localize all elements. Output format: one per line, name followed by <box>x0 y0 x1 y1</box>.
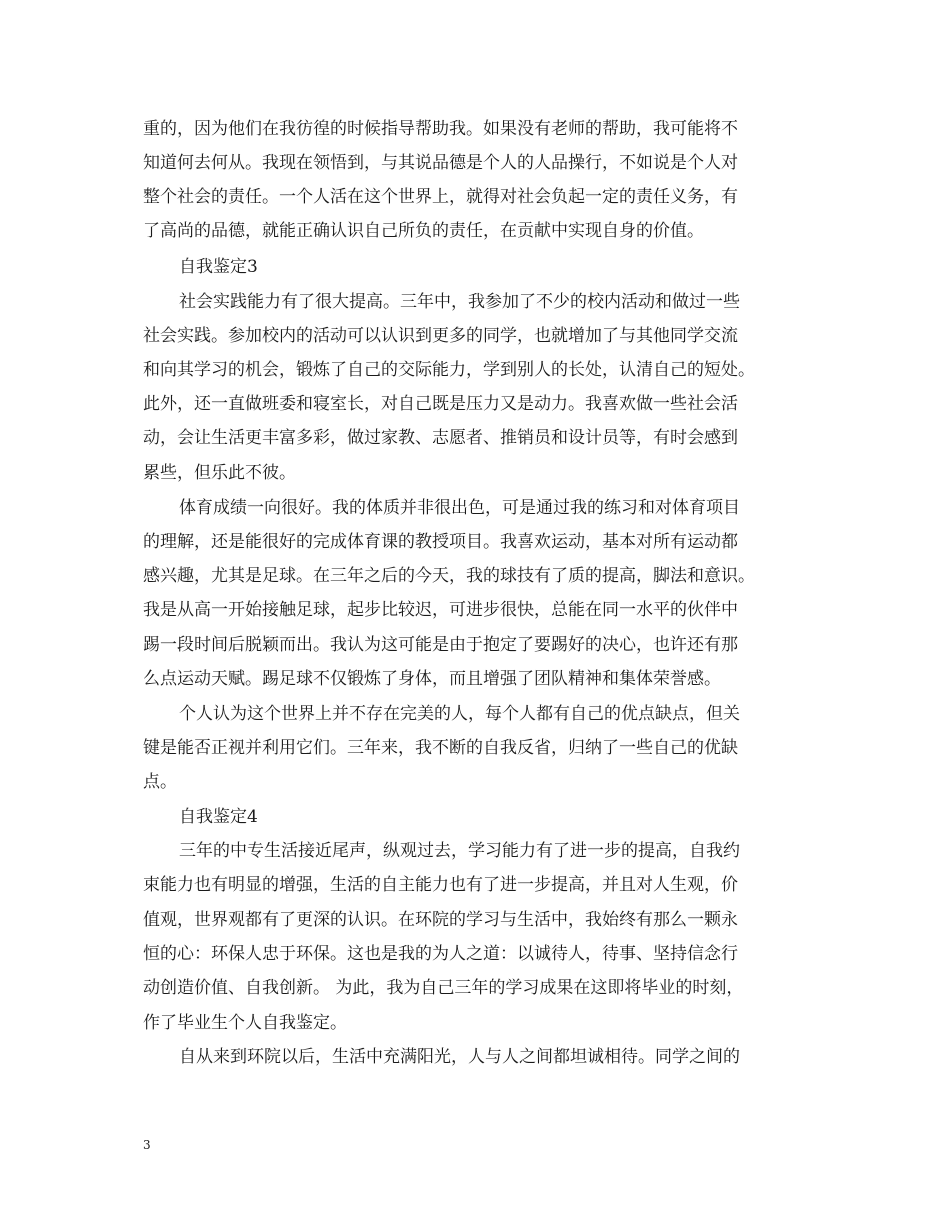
text-line: 的理解，还是能很好的完成体育课的教授项目。我喜欢运动，基本对所有运动都 <box>143 532 738 552</box>
text-line: 了高尚的品德，就能正确认识自己所负的责任，在贡献中实现自身的价值。 <box>143 221 704 241</box>
text-line: 作了毕业生个人自我鉴定。 <box>143 1013 347 1033</box>
page-number: 3 <box>143 1138 151 1152</box>
text-line: 值观，世界观都有了更深的认识。在环院的学习与生活中，我始终有那么一颗永 <box>143 910 738 930</box>
text-line: 我是从高一开始接触足球，起步比较迟，可进步很快，总能在同一水平的伙伴中 <box>143 600 738 620</box>
text-line: 和向其学习的机会，锻炼了自己的交际能力，学到别人的长处，认清自己的短处。 <box>143 360 755 380</box>
text-line: 社会实践能力有了很大提高。三年中，我参加了不少的校内活动和做过一些 <box>179 292 740 312</box>
text-line: 知道何去何从。我现在领悟到，与其说品德是个人的人品操行，不如说是个人对 <box>143 153 738 173</box>
text-line: 束能力也有明显的增强，生活的自主能力也有了进一步提高，并且对人生观，价 <box>143 875 738 895</box>
text-line: 自从来到环院以后，生活中充满阳光，人与人之间都坦诚相待。同学之间的 <box>179 1047 740 1067</box>
text-line: 动创造价值、自我创新。 为此，我为自己三年的学习成果在这即将毕业的时刻， <box>143 978 744 998</box>
text-line: 感兴趣，尤其是足球。在三年之后的今天，我的球技有了质的提高，脚法和意识。 <box>143 566 755 586</box>
section-heading: 自我鉴定3 <box>179 257 258 277</box>
text-line: 键是能否正视并利用它们。三年来，我不断的自我反省，归纳了一些自己的优缺 <box>143 738 738 758</box>
text-line: 整个社会的责任。一个人活在这个世界上，就得对社会负起一定的责任义务，有 <box>143 187 738 207</box>
text-line: 动，会让生活更丰富多彩，做过家教、志愿者、推销员和设计员等，有时会感到 <box>143 428 738 448</box>
text-line: 重的，因为他们在我彷徨的时候指导帮助我。如果没有老师的帮助，我可能将不 <box>143 119 738 139</box>
text-line: 么点运动天赋。踢足球不仅锻炼了身体，而且增强了团队精神和集体荣誉感。 <box>143 669 721 689</box>
text-line: 社会实践。参加校内的活动可以认识到更多的同学，也就增加了与其他同学交流 <box>143 326 738 346</box>
text-line: 恒的心：环保人忠于环保。这也是我的为人之道：以诚待人，待事、坚持信念行 <box>143 944 738 964</box>
text-line: 此外，还一直做班委和寝室长，对自己既是压力又是动力。我喜欢做一些社会活 <box>143 394 738 414</box>
text-line: 点。 <box>143 772 177 792</box>
text-line: 累些，但乐此不彼。 <box>143 463 296 483</box>
text-line: 三年的中专生活接近尾声，纵观过去，学习能力有了进一步的提高，自我约 <box>179 841 740 861</box>
text-line: 踢一段时间后脱颖而出。我认为这可能是由于抱定了要踢好的决心，也许还有那 <box>143 635 738 655</box>
section-heading: 自我鉴定4 <box>179 807 258 827</box>
text-line: 体育成绩一向很好。我的体质并非很出色，可是通过我的练习和对体育项目 <box>179 498 740 518</box>
text-line: 个人认为这个世界上并不存在完美的人，每个人都有自己的优点缺点，但关 <box>179 704 740 724</box>
